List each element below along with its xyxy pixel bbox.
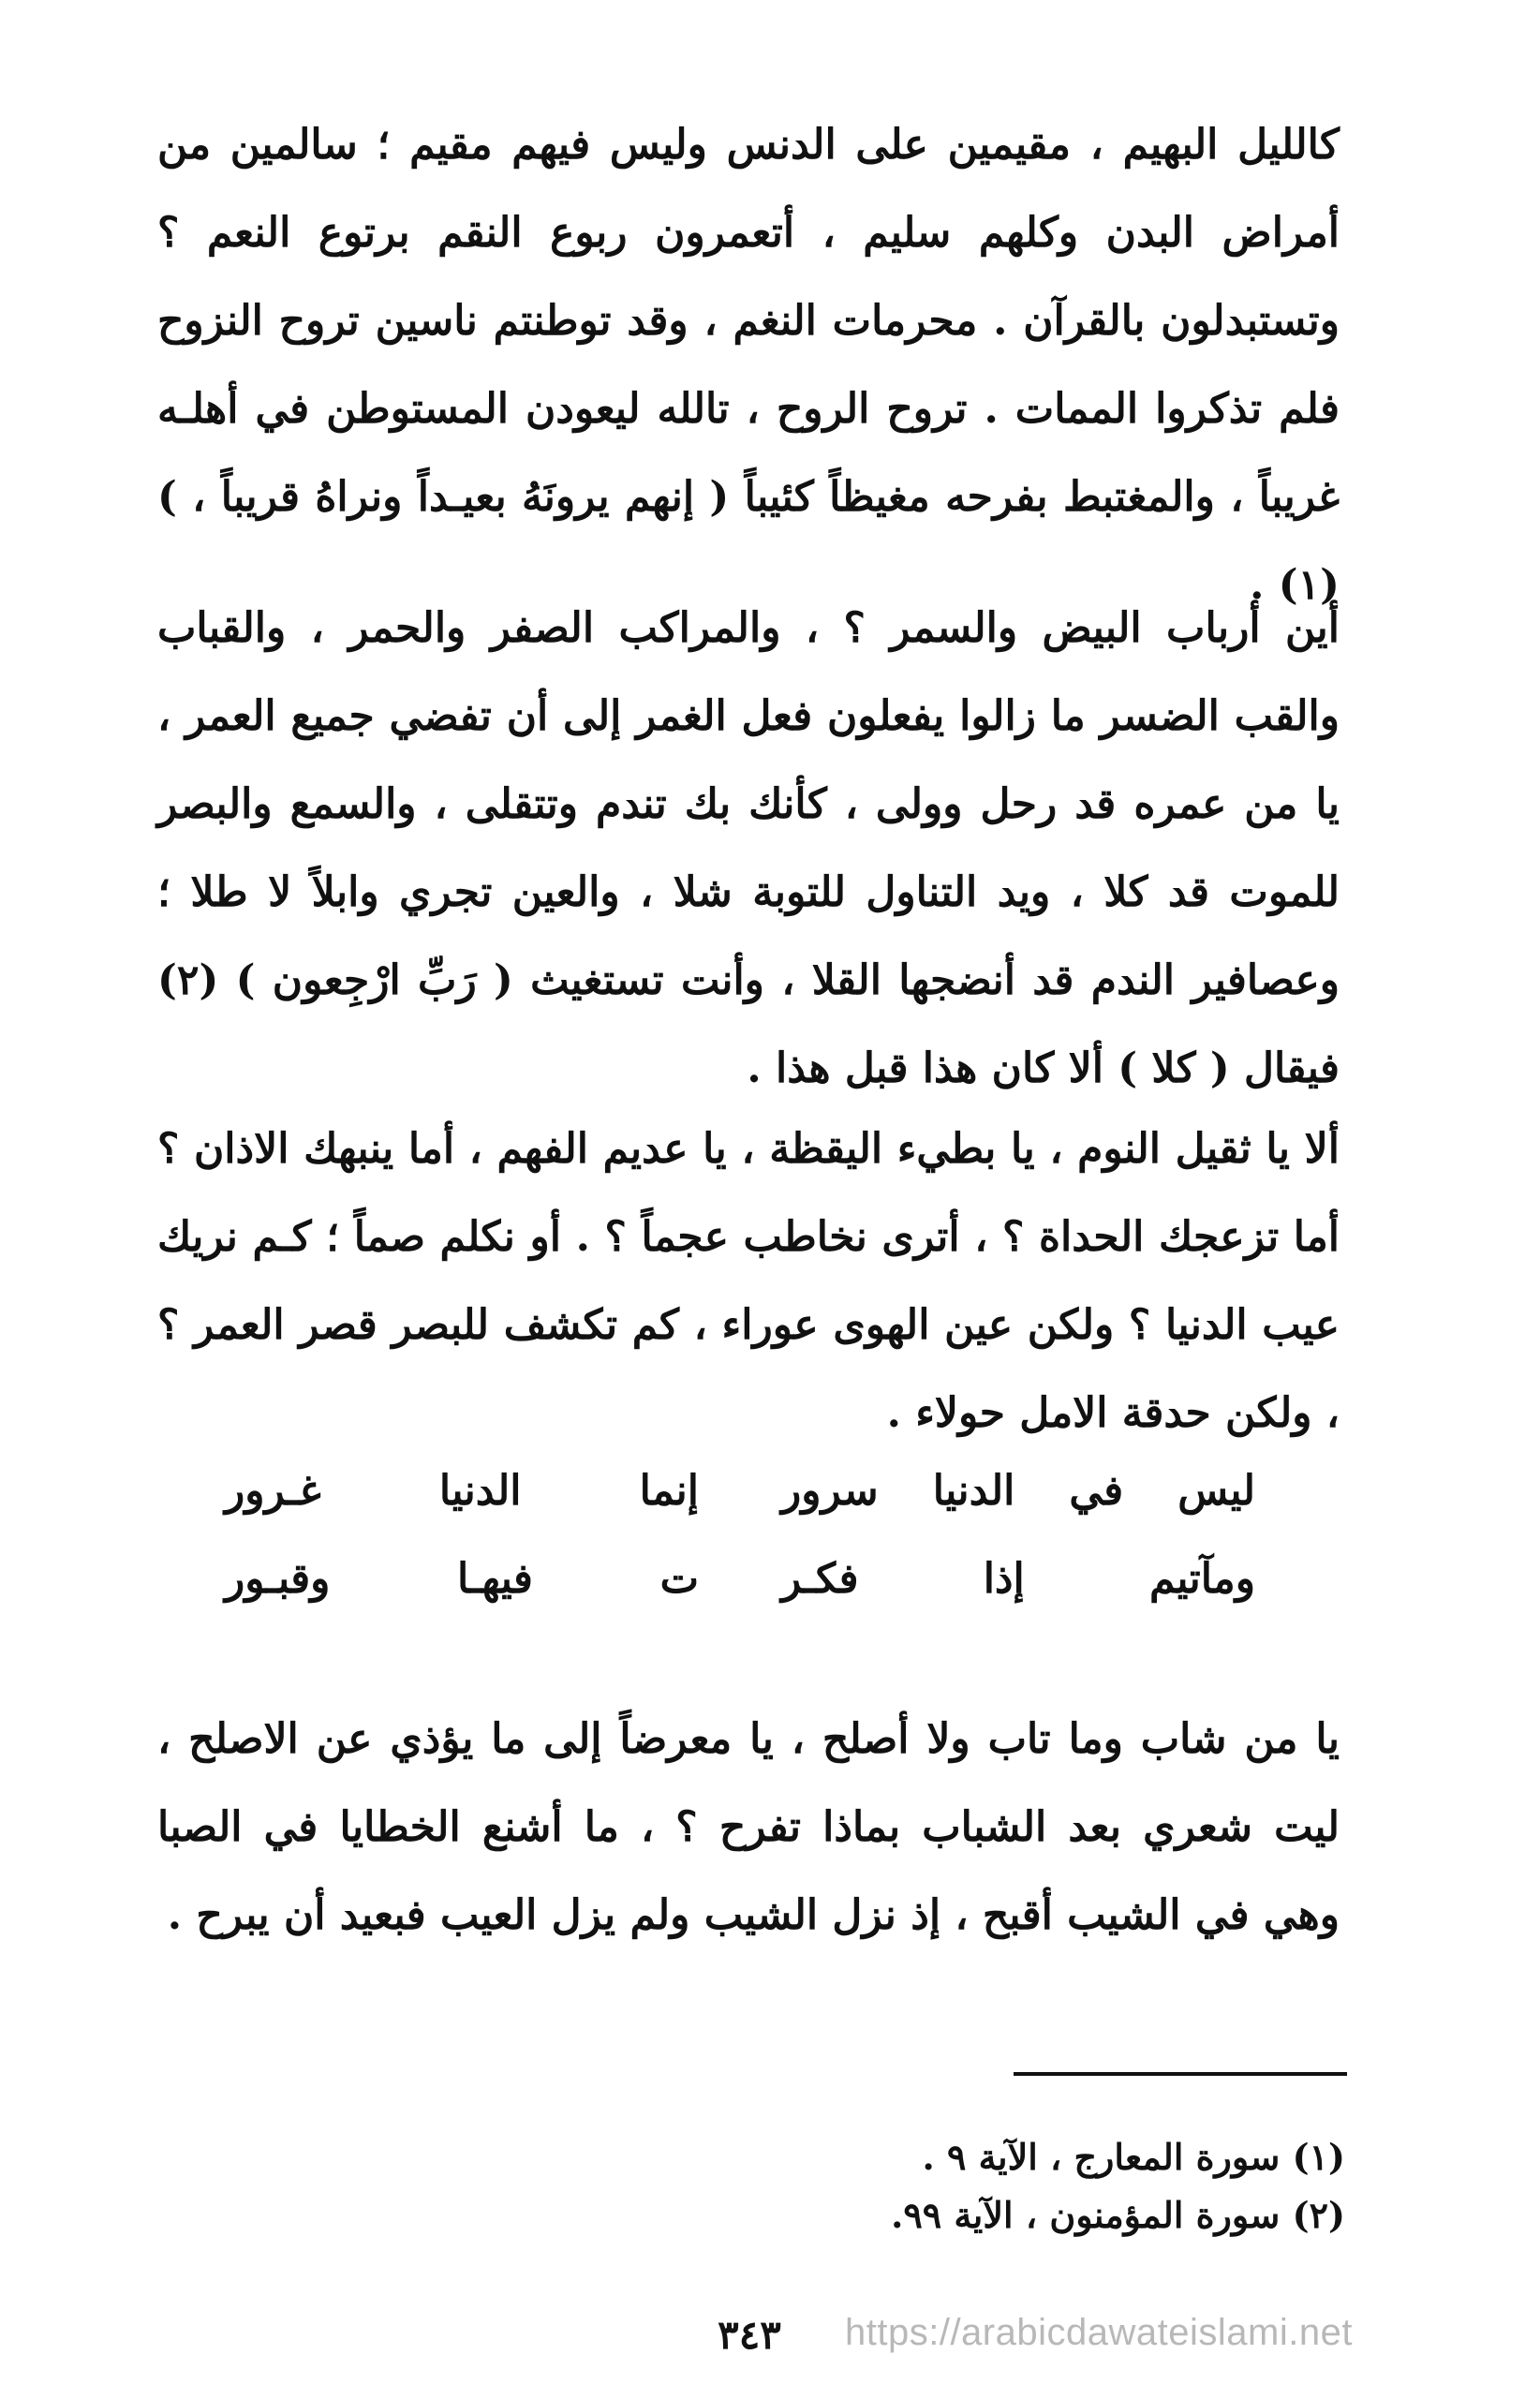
footnote-1: (١) سورة المعارج ، الآية ٩ . — [922, 2136, 1345, 2178]
paragraph-text: يا من شاب وما تاب ولا أصلح ، يا معرضاً إلى ما يؤذي عن الاصلح ، ليت شعري بعد الشباب بماذا تفرح ؟ ، ما أشنع الخطايا في الصبا وهي في الشيب أقبح ، إذ نزل الشيب ولم يزل العيب فبعيد أن يبرح . — [157, 1715, 1340, 1939]
paragraph-text: كالليل البهيم ، مقيمين على الدنس وليس فيهم مقيم ؛ سالمين من أمراض البدن وكلهم سليم ، أتعمرون ربوع النقم برتوع النعم ؟ وتستبدلون بالقرآن . محرمات النغم ، وقد توطنتم ناسين تروح النزوح فلم تذكروا الممات . تروح الروح ، تالله ليعودن المستوطن في أهلـه غريباً ، والمغتبط بفرحه مغيظاً كئيباً ( إنهم يرونَهُ بعيـداً ونراهُ قريباً ، ) (١) . — [157, 121, 1340, 609]
verse-line-1-first-hemistich: ليس في الدنيا سرور — [781, 1467, 1255, 1515]
paragraph-2 — [157, 585, 1340, 1113]
footnote-2: (٢) سورة المؤمنون ، الآية ٩٩. — [891, 2194, 1345, 2236]
footnotes — [502, 2128, 1345, 2244]
verse-line-2-first-hemistich: ومآتيم إذا فكـر — [781, 1555, 1255, 1603]
paragraph-text: ألا يا ثقيل النوم ، يا بطيء اليقظة ، يا عديم الفهم ، أما ينبهك الاذان ؟ أما تزعجك الحداة ؟ ، أترى نخاطب عجماً ؟ . أو نكلم صماً ؛ كـم نريك عيب الدنيا ؟ ولكن عين الهوى عوراء ، كم تكشف للبصر قصر العمر ؟ ، ولكن حدقة الامل حولاء . — [157, 1125, 1340, 1437]
verse-line-1 — [225, 1447, 1255, 1535]
paragraph-3 — [157, 1105, 1340, 1458]
watermark-url: https://arabicdawateislami.net — [845, 2312, 1353, 2353]
page-number: ٣٤٣ — [718, 2312, 781, 2358]
poetry-verse — [225, 1447, 1255, 1623]
verse-line-1-second-hemistich: إنما الدنيا غـرور — [225, 1467, 699, 1515]
paragraph-4 — [157, 1695, 1340, 1960]
verse-line-2-second-hemistich: ت فيهـا وقبـور — [225, 1555, 699, 1603]
paragraph-text: أين أرباب البيض والسمر ؟ ، والمراكب الصفر والحمر ، والقباب والقب الضسر ما زالوا يفعلون فعل الغمر إلى أن تفضي جميع العمر ، يا من عمره قد رحل وولى ، كأنك بك تندم وتتقلى ، والسمع والبصر للموت قد كلا ، ويد التناول للتوبة شلا ، والعين تجري وابلاً لا طلا ؛ وعصافير الندم قد أنضجها القلا ، وأنت تستغيث ( رَبِّ ارْجِعون ) (٢) فيقال ( كلا ) ألا كان هذا قبل هذا . — [157, 604, 1340, 1092]
footnote-divider — [1014, 2072, 1347, 2076]
paragraph-1 — [157, 101, 1340, 629]
verse-line-2 — [225, 1535, 1255, 1623]
